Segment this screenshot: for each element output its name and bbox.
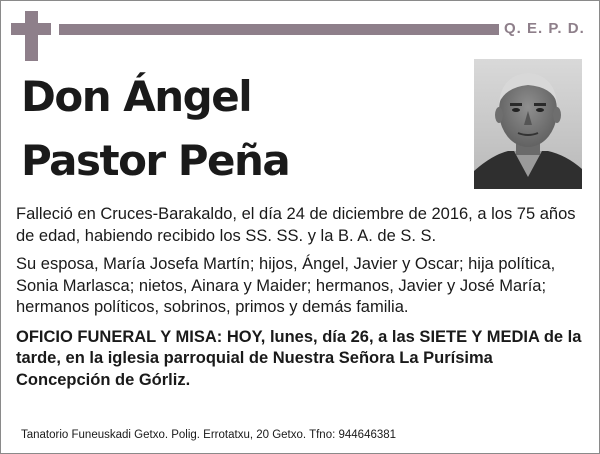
- death-notice-paragraph: Falleció en Cruces-Barakaldo, el día 24 de diciembre de 2016, a los 75 años de edad, habiendo recibido los SS. SS. y la B. A. de S. S.: [16, 205, 576, 245]
- obituary-body: [16, 204, 588, 398]
- family-paragraph: Su esposa, María Josefa Martín; hijos, Ángel, Javier y Oscar; hija política, Sonia Marlasca; nietos, Ainara y Maider; hermanos, Javier y José María; hermanos políticos, sobrinos, primos y demás familia.: [16, 255, 556, 316]
- funeral-service-paragraph: OFICIO FUNERAL Y MISA: HOY, lunes, día 26, a las SIETE Y MEDIA de la tarde, en la iglesia parroquial de Nuestra Señora La Purísima Concepción de Górliz.: [16, 327, 582, 389]
- deceased-name: [21, 65, 289, 193]
- cross-icon-horizontal-bar: [11, 23, 51, 35]
- header-rule: [59, 24, 499, 35]
- cross-icon-vertical-bar: [25, 11, 38, 61]
- deceased-name-line2: Pastor Peña: [21, 136, 290, 185]
- qepd-label: Q. E. P. D.: [504, 20, 585, 37]
- funeral-home-footer: Tanatorio Funeuskadi Getxo. Polig. Errotatxu, 20 Getxo. Tfno: 944646381: [21, 429, 397, 441]
- deceased-photo: [474, 59, 582, 189]
- deceased-name-line1: Don Ángel: [21, 72, 252, 121]
- portrait-image: [474, 59, 582, 189]
